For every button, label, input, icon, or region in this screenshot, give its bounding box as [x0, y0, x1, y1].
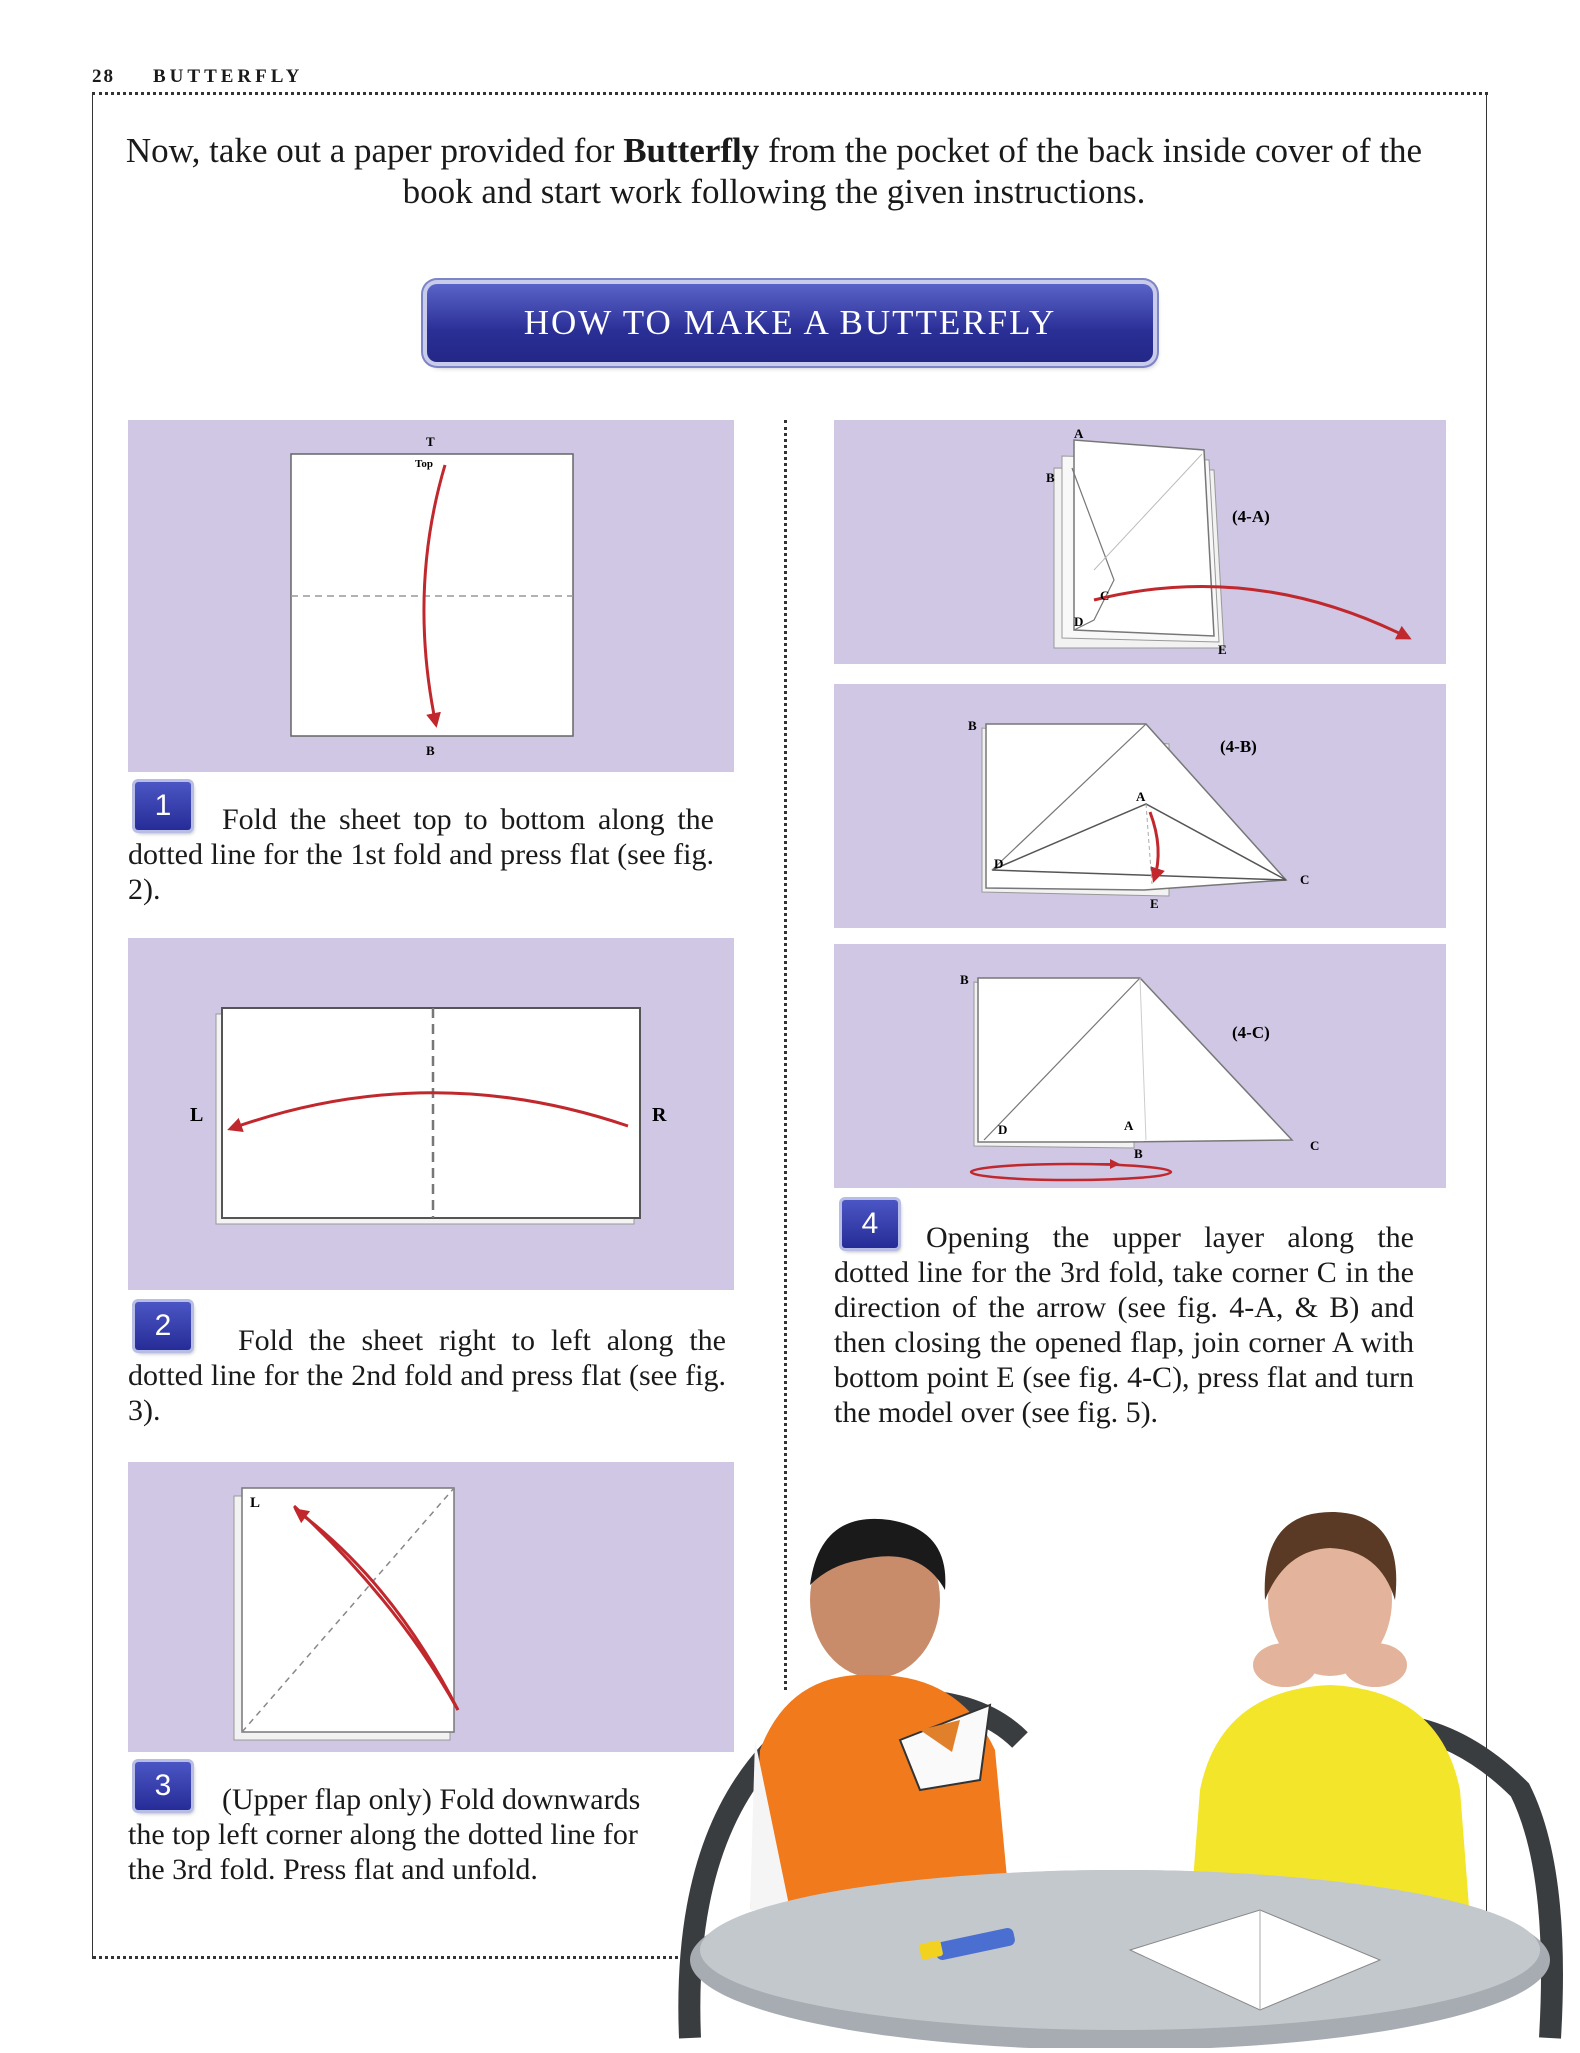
children-photo-illustration — [660, 1490, 1580, 2048]
caption-4a: (4-A) — [1232, 507, 1270, 526]
figure-4b-panel — [834, 684, 1446, 928]
label-a: A — [1074, 426, 1084, 441]
bottom-dotted-rule — [92, 1956, 692, 1959]
figure-2-panel — [128, 938, 734, 1290]
folded-model — [978, 978, 1292, 1142]
intro-text-end: from the pocket of the back inside cover of the book and start work following the given instructions. — [402, 131, 1423, 211]
step-2-text: Fold the sheet right to left along the dotted line for the 2nd fold and press flat (see fig. 3). — [128, 1324, 726, 1427]
caption-4b: (4-B) — [1220, 737, 1257, 756]
figure-3-panel — [128, 1462, 734, 1752]
step-4-text: Opening the upper layer along the dotted line for the 3rd fold, take corner C in the direction of the arrow (see fig. 4-A, & B) and then closing the opened flap, join corner A with bottom point E (see fig. 4-C), press flat and turn the model over (see fig. 5). — [834, 1221, 1414, 1429]
label-a: A — [1136, 789, 1146, 804]
label-c: C — [1300, 872, 1310, 887]
step-3-text: (Upper flap only) Fold downwards the top left corner along the dotted line for the 3rd fold. Press flat and unfold. — [128, 1783, 641, 1886]
figure-1-panel — [128, 420, 734, 772]
label-d: D — [994, 856, 1004, 871]
label-l: L — [190, 1104, 204, 1126]
page-number: 28 — [92, 66, 115, 87]
intro-text-start: Now, take out a paper provided for — [125, 131, 624, 170]
paper-square — [291, 454, 573, 736]
figure-4a-panel — [834, 420, 1446, 664]
figure-2-diagram — [128, 938, 734, 1290]
label-r: R — [652, 1104, 667, 1126]
figure-4b-diagram — [834, 684, 1446, 928]
label-c: C — [1100, 588, 1110, 603]
label-l: L — [250, 1495, 261, 1511]
step-1-text: Fold the sheet top to bottom along the dotted line for the 1st fold and press flat (see fig. 2). — [128, 803, 714, 906]
label-t: T — [426, 434, 435, 449]
paper-stack — [1074, 440, 1214, 636]
label-b: B — [1046, 470, 1055, 485]
label-e: E — [1150, 896, 1159, 911]
step-1-badge: 1 — [135, 782, 191, 830]
step-3-badge: 3 — [135, 1762, 191, 1810]
label-e: B — [1134, 1146, 1143, 1161]
children-photo — [660, 1490, 1580, 2048]
step-2-badge: 2 — [135, 1302, 191, 1350]
step-4-badge: 4 — [842, 1200, 898, 1248]
chapter-title: BUTTERFLY — [153, 66, 304, 87]
label-e: E — [1218, 642, 1227, 657]
label-top: Top — [415, 458, 433, 470]
label-d: D — [998, 1122, 1008, 1137]
label-b: B — [968, 718, 977, 733]
top-dotted-rule — [92, 92, 1488, 95]
caption-4c: (4-C) — [1232, 1023, 1270, 1042]
intro-bold-word: Butterfly — [623, 131, 760, 170]
figure-1-diagram — [128, 420, 734, 772]
label-b: B — [426, 743, 435, 758]
figure-3-diagram — [128, 1462, 734, 1752]
figure-4c-diagram — [834, 944, 1446, 1188]
label-b: B — [960, 972, 969, 987]
running-header — [92, 66, 303, 88]
label-d: D — [1074, 614, 1084, 629]
label-c: C — [1310, 1138, 1320, 1153]
left-border — [92, 92, 93, 1956]
figure-4a-diagram — [834, 420, 1446, 664]
label-a: A — [1124, 1118, 1134, 1133]
section-banner: HOW TO MAKE A BUTTERFLY — [427, 284, 1153, 362]
intro-paragraph — [124, 130, 1424, 212]
figure-4c-panel — [834, 944, 1446, 1188]
turn-over-arrow — [971, 1164, 1171, 1180]
